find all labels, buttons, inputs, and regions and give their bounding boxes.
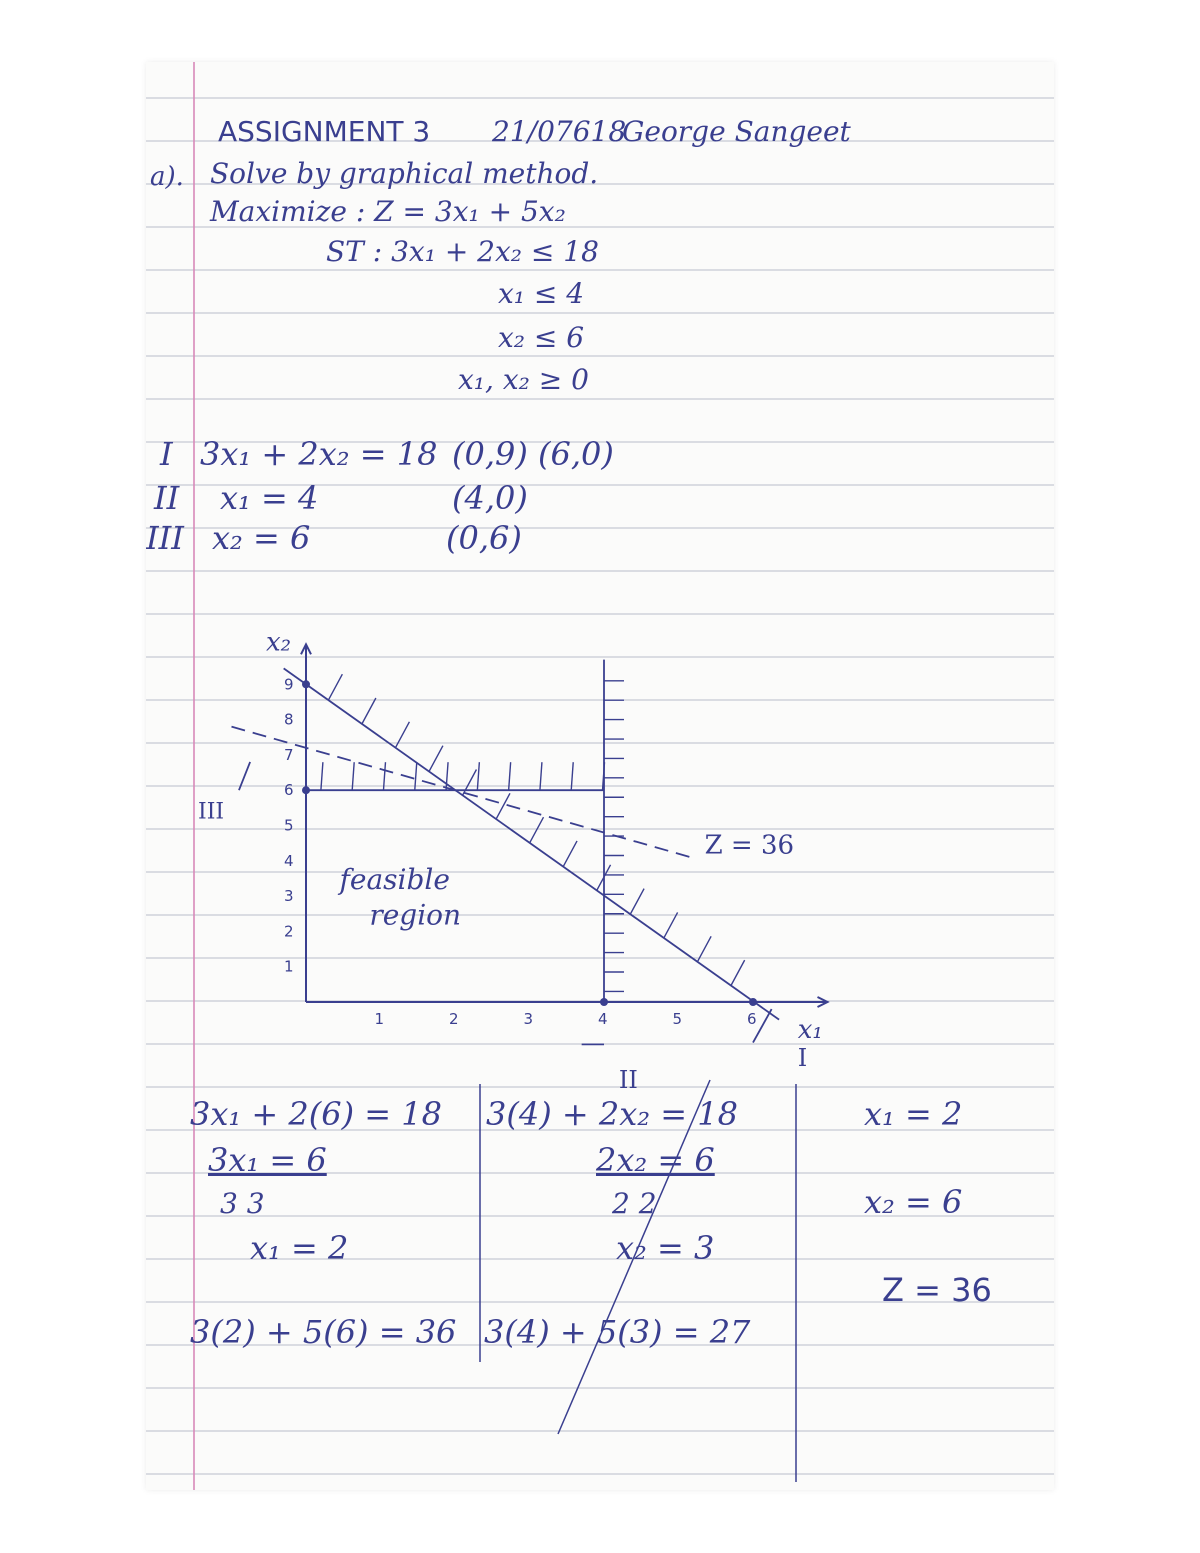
result-x2: x₂ = 6 xyxy=(864,1183,963,1221)
strike-line xyxy=(558,1080,710,1434)
work-2-line-1: 3(4) + 2x₂ = 18 xyxy=(486,1095,738,1133)
x-tick-label: 5 xyxy=(672,1010,683,1028)
y-tick-label: 2 xyxy=(284,922,294,941)
line-2-points: (4,0) xyxy=(452,479,528,517)
assignment-title: ASSIGNMENT 3 xyxy=(218,115,431,148)
x-tick-label: 4 xyxy=(598,1010,608,1028)
result-z: Z = 36 xyxy=(882,1271,992,1309)
line-I-label: I xyxy=(797,1044,808,1072)
objective-line-label: Z = 36 xyxy=(704,830,795,861)
y-tick-label: 8 xyxy=(284,710,294,729)
y-tick-label: 9 xyxy=(284,675,294,694)
constraint-1: ST : 3x₁ + 2x₂ ≤ 18 xyxy=(326,235,599,268)
work-1-line-3: 3 3 xyxy=(220,1187,265,1220)
x-tick-label: 6 xyxy=(747,1010,757,1028)
work-2-line-5: 3(4) + 5(3) = 27 xyxy=(484,1313,751,1351)
work-1-line-5: 3(2) + 5(6) = 36 xyxy=(190,1313,457,1351)
x-tick-label: 3 xyxy=(523,1010,534,1028)
y-tick-label: 3 xyxy=(284,887,294,906)
work-2-line-3: 2 2 xyxy=(612,1187,657,1220)
work-1-line-2: 3x₁ = 6 xyxy=(208,1141,327,1179)
work-1-line-4: x₁ = 2 xyxy=(250,1229,349,1267)
line-3-roman: III xyxy=(146,519,184,557)
line-2-equation: x₁ = 4 xyxy=(220,479,319,517)
work-2-line-4: x₂ = 3 xyxy=(616,1229,715,1267)
feasible-region-label-2: region xyxy=(369,898,462,932)
line-1-points: (0,9) (6,0) xyxy=(452,435,614,473)
work-1-line-1: 3x₁ + 2(6) = 18 xyxy=(190,1095,442,1133)
roll-number: 21/07618 xyxy=(492,115,627,148)
y-tick-label: 1 xyxy=(284,957,294,976)
work-2-line-2: 2x₂ = 6 xyxy=(596,1141,715,1179)
notebook-page xyxy=(146,62,1054,1490)
constraint-2: x₁ ≤ 4 xyxy=(498,277,585,310)
y-tick-label: 4 xyxy=(284,851,294,870)
line-III-label: III xyxy=(198,799,225,825)
feasible-region-label: feasible xyxy=(339,863,450,897)
constraint-4: x₁, x₂ ≥ 0 xyxy=(458,363,589,396)
line-3-equation: x₂ = 6 xyxy=(212,519,311,557)
x-tick-label: 1 xyxy=(374,1010,385,1028)
line-3-points: (0,6) xyxy=(446,519,522,557)
work-dividers xyxy=(146,62,1054,1490)
y-axis-label: x₂ xyxy=(266,627,292,658)
y-tick-label: 5 xyxy=(284,816,294,835)
x-axis-label: x₁ xyxy=(797,1015,823,1045)
x-tick-label: 2 xyxy=(449,1010,459,1028)
question-label: a). xyxy=(150,162,184,192)
line-2-roman: II xyxy=(154,479,180,517)
result-x1: x₁ = 2 xyxy=(864,1095,963,1133)
y-tick-label: 7 xyxy=(284,745,294,764)
constraint-3: x₂ ≤ 6 xyxy=(498,321,585,354)
line-1-equation: 3x₁ + 2x₂ = 18 xyxy=(200,435,438,473)
instruction: Solve by graphical method. xyxy=(210,157,599,190)
line-1-roman: I xyxy=(160,435,173,473)
student-name: George Sangeet xyxy=(622,115,851,148)
objective: Maximize : Z = 3x₁ + 5x₂ xyxy=(210,195,566,228)
y-tick-label: 6 xyxy=(284,781,294,800)
line-II-label: II xyxy=(618,1066,638,1094)
